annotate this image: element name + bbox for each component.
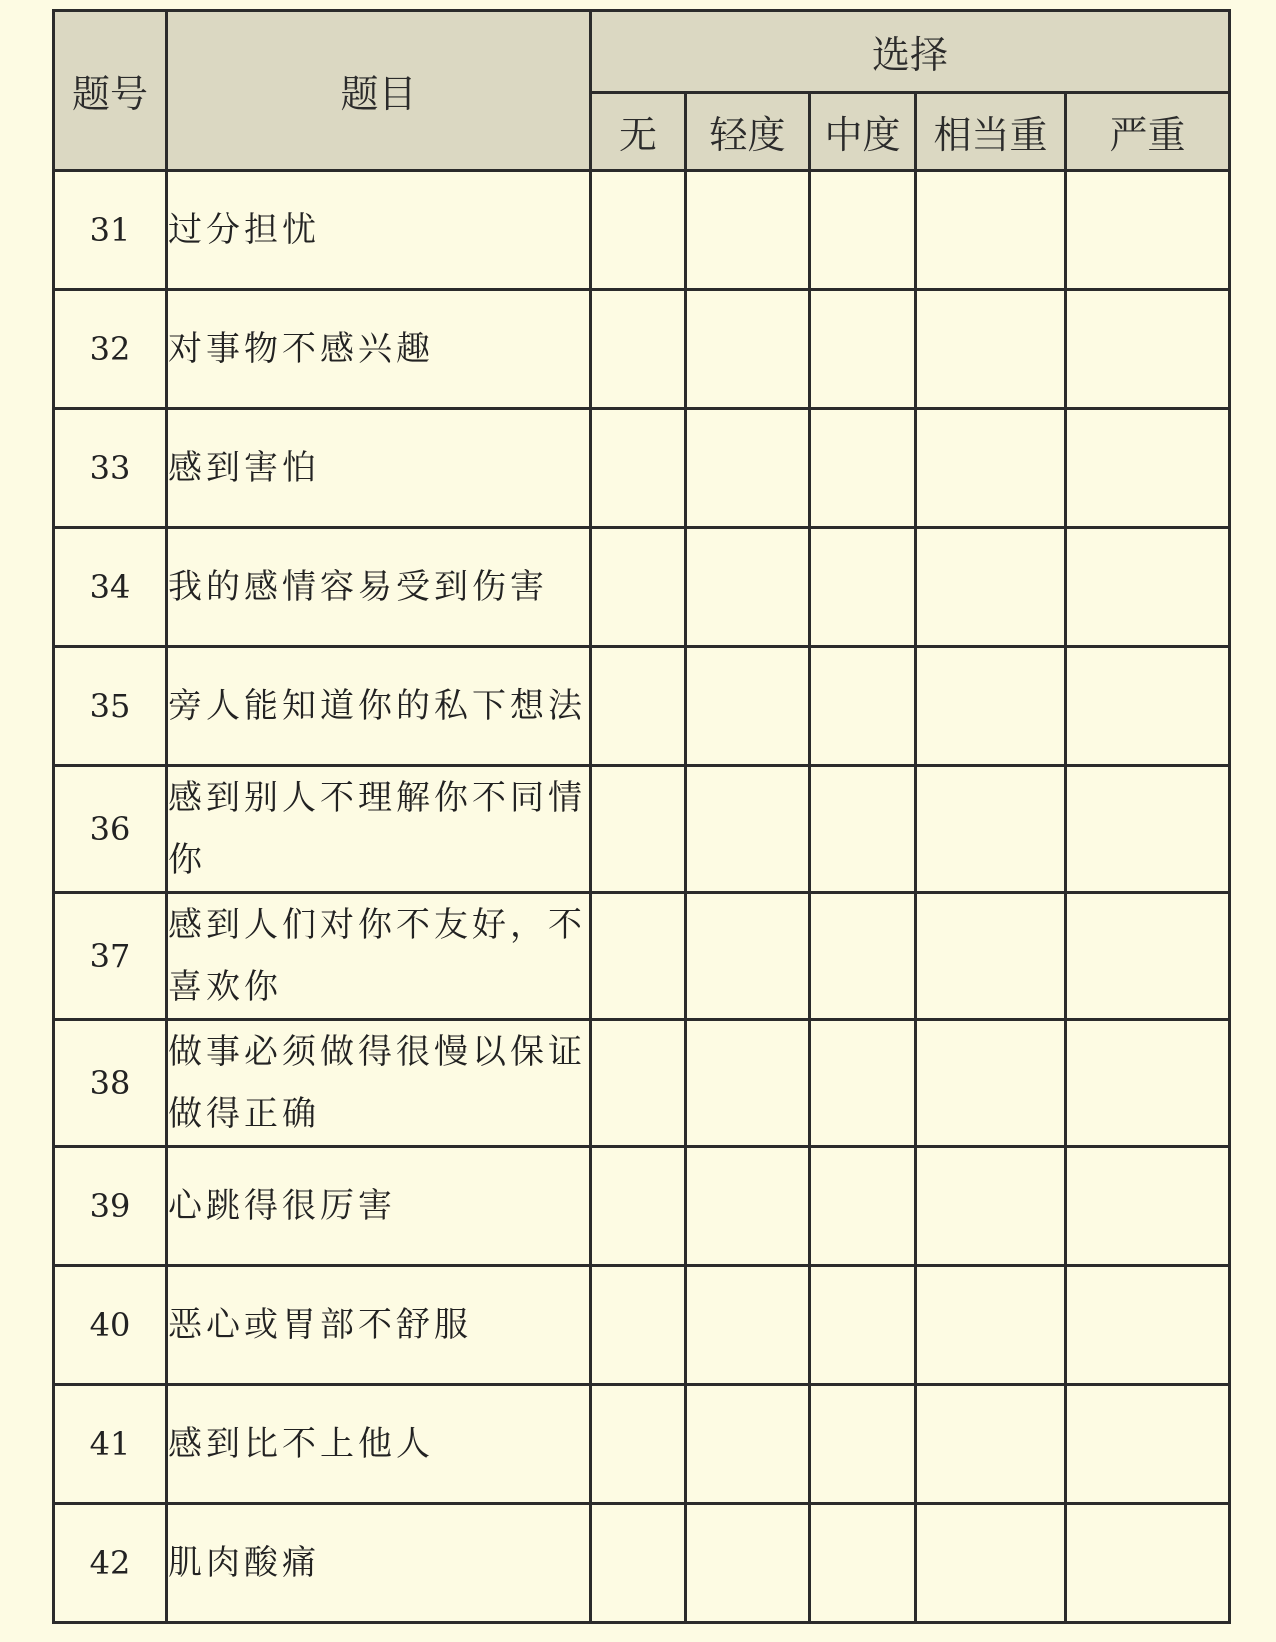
option-cell-moderate[interactable]: [810, 1020, 916, 1147]
question-number: 39: [54, 1147, 167, 1266]
option-cell-none[interactable]: [591, 647, 686, 766]
question-number: 33: [54, 409, 167, 528]
option-cell-severe[interactable]: [1066, 528, 1230, 647]
header-question: 题目: [167, 11, 591, 171]
option-cell-fairly-severe[interactable]: [916, 1385, 1066, 1504]
option-cell-mild[interactable]: [686, 766, 810, 893]
table-row: [54, 290, 1230, 409]
option-cell-fairly-severe[interactable]: [916, 171, 1066, 290]
question-number: 35: [54, 647, 167, 766]
option-cell-fairly-severe[interactable]: [916, 290, 1066, 409]
header-option-severe: 严重: [1066, 93, 1230, 171]
option-cell-severe[interactable]: [1066, 1020, 1230, 1147]
option-cell-mild[interactable]: [686, 171, 810, 290]
option-cell-severe[interactable]: [1066, 1147, 1230, 1266]
option-cell-none[interactable]: [591, 1020, 686, 1147]
option-cell-severe[interactable]: [1066, 766, 1230, 893]
option-cell-mild[interactable]: [686, 290, 810, 409]
question-number: 36: [54, 766, 167, 893]
header-number: 题号: [54, 11, 167, 171]
option-cell-fairly-severe[interactable]: [916, 1020, 1066, 1147]
option-cell-none[interactable]: [591, 766, 686, 893]
question-text: 感到比不上他人: [167, 1385, 591, 1504]
table-row: [54, 1504, 1230, 1623]
option-cell-none[interactable]: [591, 528, 686, 647]
header-option-moderate: 中度: [810, 93, 916, 171]
question-number: 38: [54, 1020, 167, 1147]
option-cell-moderate[interactable]: [810, 528, 916, 647]
option-cell-mild[interactable]: [686, 1020, 810, 1147]
option-cell-fairly-severe[interactable]: [916, 409, 1066, 528]
table-row: [54, 1147, 1230, 1266]
table-row: [54, 1020, 1230, 1147]
header-option-none: 无: [591, 93, 686, 171]
option-cell-mild[interactable]: [686, 647, 810, 766]
option-cell-mild[interactable]: [686, 1147, 810, 1266]
option-cell-severe[interactable]: [1066, 409, 1230, 528]
header-option-fairly-severe: 相当重: [916, 93, 1066, 171]
option-cell-moderate[interactable]: [810, 1266, 916, 1385]
option-cell-severe[interactable]: [1066, 1504, 1230, 1623]
option-cell-mild[interactable]: [686, 1385, 810, 1504]
option-cell-fairly-severe[interactable]: [916, 528, 1066, 647]
option-cell-moderate[interactable]: [810, 647, 916, 766]
question-text: 感到害怕: [167, 409, 591, 528]
option-cell-mild[interactable]: [686, 409, 810, 528]
questionnaire-table: [52, 9, 1231, 1624]
question-text: 感到人们对你不友好，不喜欢你: [167, 893, 591, 1020]
option-cell-severe[interactable]: [1066, 893, 1230, 1020]
option-cell-severe[interactable]: [1066, 1266, 1230, 1385]
question-text: 做事必须做得很慢以保证做得正确: [167, 1020, 591, 1147]
option-cell-none[interactable]: [591, 1504, 686, 1623]
option-cell-fairly-severe[interactable]: [916, 647, 1066, 766]
option-cell-none[interactable]: [591, 171, 686, 290]
question-text: 恶心或胃部不舒服: [167, 1266, 591, 1385]
option-cell-mild[interactable]: [686, 528, 810, 647]
table-row: [54, 647, 1230, 766]
table-row: [54, 171, 1230, 290]
option-cell-none[interactable]: [591, 1266, 686, 1385]
question-number: 41: [54, 1385, 167, 1504]
option-cell-moderate[interactable]: [810, 409, 916, 528]
option-cell-moderate[interactable]: [810, 171, 916, 290]
option-cell-moderate[interactable]: [810, 1385, 916, 1504]
question-text: 我的感情容易受到伤害: [167, 528, 591, 647]
option-cell-fairly-severe[interactable]: [916, 1147, 1066, 1266]
question-number: 32: [54, 290, 167, 409]
option-cell-moderate[interactable]: [810, 290, 916, 409]
table-row: [54, 1266, 1230, 1385]
option-cell-fairly-severe[interactable]: [916, 1266, 1066, 1385]
option-cell-fairly-severe[interactable]: [916, 893, 1066, 1020]
header-option-mild: 轻度: [686, 93, 810, 171]
question-number: 37: [54, 893, 167, 1020]
table-row: [54, 409, 1230, 528]
table-row: [54, 528, 1230, 647]
option-cell-mild[interactable]: [686, 1266, 810, 1385]
question-text: 对事物不感兴趣: [167, 290, 591, 409]
option-cell-moderate[interactable]: [810, 766, 916, 893]
table-row: [54, 893, 1230, 1020]
option-cell-moderate[interactable]: [810, 1504, 916, 1623]
option-cell-none[interactable]: [591, 290, 686, 409]
option-cell-none[interactable]: [591, 409, 686, 528]
question-text: 肌肉酸痛: [167, 1504, 591, 1623]
option-cell-none[interactable]: [591, 893, 686, 1020]
option-cell-none[interactable]: [591, 1385, 686, 1504]
option-cell-moderate[interactable]: [810, 1147, 916, 1266]
question-text: 过分担忧: [167, 171, 591, 290]
question-number: 40: [54, 1266, 167, 1385]
question-number: 34: [54, 528, 167, 647]
option-cell-moderate[interactable]: [810, 893, 916, 1020]
question-number: 31: [54, 171, 167, 290]
option-cell-severe[interactable]: [1066, 647, 1230, 766]
option-cell-severe[interactable]: [1066, 1385, 1230, 1504]
option-cell-mild[interactable]: [686, 893, 810, 1020]
question-text: 旁人能知道你的私下想法: [167, 647, 591, 766]
header-choice: 选择: [591, 11, 1230, 93]
option-cell-mild[interactable]: [686, 1504, 810, 1623]
option-cell-severe[interactable]: [1066, 290, 1230, 409]
question-text: 心跳得很厉害: [167, 1147, 591, 1266]
option-cell-severe[interactable]: [1066, 171, 1230, 290]
option-cell-fairly-severe[interactable]: [916, 766, 1066, 893]
option-cell-none[interactable]: [591, 1147, 686, 1266]
question-text: 感到别人不理解你不同情你: [167, 766, 591, 893]
question-number: 42: [54, 1504, 167, 1623]
option-cell-fairly-severe[interactable]: [916, 1504, 1066, 1623]
table-row: [54, 1385, 1230, 1504]
table-row: [54, 766, 1230, 893]
